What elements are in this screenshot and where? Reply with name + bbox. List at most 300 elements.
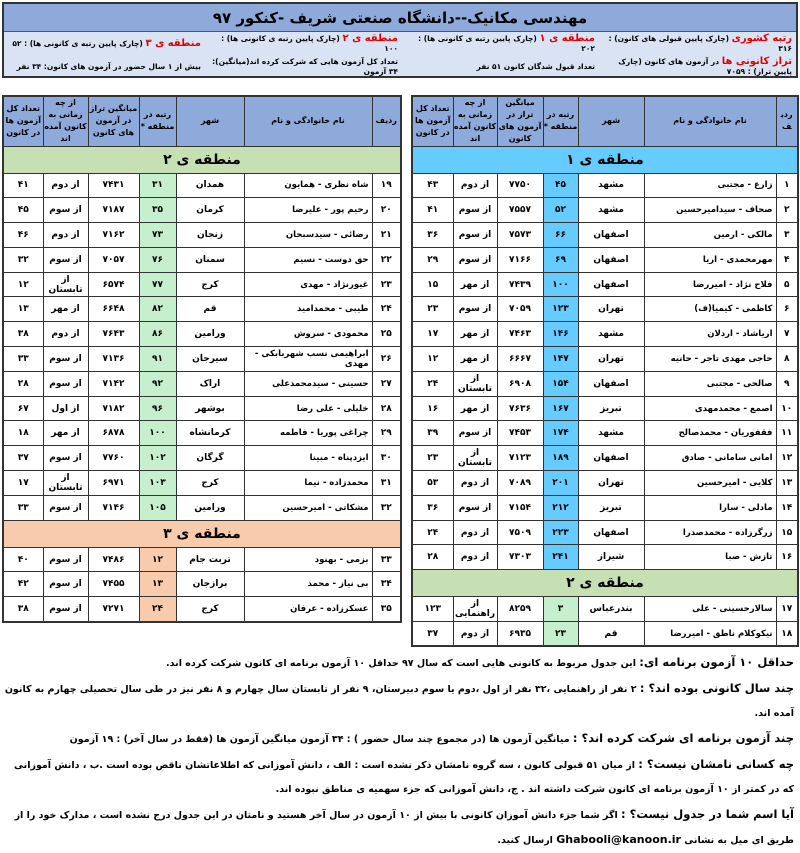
cell-avg-taraz: ۶۹۳۵ [497,622,543,647]
cell-total-exams: ۴۰ [3,547,43,572]
cell-region-rank: ۷۳ [139,223,176,248]
cell-city: سمنان [176,247,244,272]
cell-row-number: ۳۱ [372,471,401,496]
cell-name: عسکرزاده - عرفان [244,597,372,622]
cell-joined-since: از سوم [453,247,497,272]
summary-row-2 [4,55,796,78]
cell-avg-taraz: ۷۴۳۱ [88,173,139,198]
cell-name: کاظمی - کیمیا(ف) [644,297,776,322]
table-row [412,396,798,421]
cell-name: زرگرزاده - محمدصدرا [644,520,776,545]
note-paragraph [4,802,794,853]
cell-avg-taraz: ۶۵۷۴ [88,272,139,297]
cell-region-rank: ۲۴ [139,597,176,622]
cell-avg-taraz: ۷۴۵۵ [88,572,139,597]
cell-row-number: ۱۲ [776,446,798,471]
cell-region-rank: ۹۱ [139,347,176,372]
cell-name: رضائی - سیدسبحان [244,223,372,248]
page-title: مهندسی مکانیک--دانشگاه صنعتی شریف -کنکور ۹۷ [4,4,796,32]
region-band [3,520,401,547]
column-header-city: شهر [176,96,244,146]
cell-total-exams: ۱۸ [3,421,43,446]
cell-region-rank: ۷۷ [139,272,176,297]
cell-name: صالحی - مجتبی [644,371,776,396]
cell-avg-taraz: ۷۱۶۲ [88,223,139,248]
region3-value: (چارک پایین رتبه ی کانونی ها) : ۵۲ [12,38,143,48]
cell-row-number: ۵ [776,272,798,297]
table-row [412,597,798,622]
cell-region-rank: ۶۹ [543,247,578,272]
cell-city: اصفهان [578,520,644,545]
cell-region-rank: ۹۶ [139,396,176,421]
cell-avg-taraz: ۷۲۷۱ [88,597,139,622]
more-than-one-year: بیش از ۱ سال حضور در آزمون های کانون: ۳۴ نفر [16,61,201,71]
cell-total-exams: ۳۹ [412,421,453,446]
cell-total-exams: ۴۲ [3,572,43,597]
cell-avg-taraz: ۶۸۷۸ [88,421,139,446]
cell-region-rank: ۱۰۰ [543,272,578,297]
cell-region-rank: ۸۲ [139,297,176,322]
cell-joined-since: از دوم [43,173,88,198]
cell-city: زنجان [176,223,244,248]
cell-total-exams: ۳۶ [412,223,453,248]
table-row [3,597,401,622]
taraz-label: تراز کانونی ها [721,55,792,67]
cell-name: امانی سامانی - صادق [644,446,776,471]
region-title: منطقه ی ۲ [3,146,401,173]
cell-joined-since: از سوم [453,198,497,223]
table-row [3,421,401,446]
cell-avg-taraz: ۷۴۳۹ [497,272,543,297]
note-tail: ارسال کنید. [497,835,557,846]
table-row [3,272,401,297]
table-row [412,173,798,198]
cell-total-exams: ۱۶ [412,396,453,421]
cell-region-rank: ۵۲ [543,198,578,223]
cell-city: بندرعباس [578,597,644,622]
table-row [3,495,401,520]
cell-joined-since: از مهر [43,421,88,446]
cell-city: اصفهان [578,247,644,272]
cell-joined-since: از سوم [43,347,88,372]
region-band [412,146,798,173]
cell-total-exams: ۴۱ [412,198,453,223]
column-header-avg-taraz: میانگین تراز در آزمون های کانون [88,96,139,146]
cell-city: کرج [176,272,244,297]
region-title: منطقه ی ۱ [412,146,798,173]
email-link[interactable]: Ghabooli@kanoon.ir [556,833,681,846]
cell-name: ابراهیمی نسب شهربابکی - مهدی [244,347,372,372]
cell-name: غیورنژاد - مهدی [244,272,372,297]
region-title: منطقه ی ۳ [3,520,401,547]
cell-name: محمودی - سروش [244,322,372,347]
cell-region-rank: ۲۴۱ [543,545,578,570]
region3-label: منطقه ی ۳ [145,37,201,49]
cell-avg-taraz: ۷۵۰۹ [497,520,543,545]
cell-avg-taraz: ۷۶۳۶ [497,396,543,421]
cell-region-rank: ۳۱ [139,173,176,198]
cell-region-rank: ۱۳ [139,572,176,597]
cell-region-rank: ۴۵ [543,173,578,198]
cell-joined-since: از سوم [43,495,88,520]
table-row [3,471,401,496]
taraz-value: در آزمون های کانون (چارک پایین تراز) : ۷۰۵۹ [618,56,792,76]
cell-city: قم [176,297,244,322]
cell-city: برازجان [176,572,244,597]
table-row [412,421,798,446]
cell-row-number: ۲۱ [372,223,401,248]
column-header-row-number: ردیف [372,96,401,146]
cell-joined-since: از سوم [43,597,88,622]
cell-avg-taraz: ۷۱۸۷ [88,198,139,223]
note-paragraph [4,726,794,752]
cell-joined-since: از سوم [43,446,88,471]
region1-label: منطقه ی ۱ [539,32,595,44]
cell-region-rank: ۷۶ [139,247,176,272]
cell-city: کرمان [176,198,244,223]
table-row [412,622,798,647]
cell-city: ورامین [176,495,244,520]
cell-total-exams: ۳۸ [3,597,43,622]
table-row [412,297,798,322]
cell-row-number: ۳۳ [372,547,401,572]
table-row [3,247,401,272]
table-row [3,396,401,421]
cell-city: تبریز [578,495,644,520]
cell-city: گرگان [176,446,244,471]
cell-total-exams: ۲۸ [3,371,43,396]
cell-joined-since: از دوم [453,173,497,198]
note-label: چه کسانی نامشان نیست؟ : [638,757,794,771]
cell-row-number: ۲۸ [372,396,401,421]
cell-region-rank: ۱۷۴ [543,421,578,446]
cell-city: کرج [176,471,244,496]
cell-name: محمدزاده - نیما [244,471,372,496]
table-row [412,545,798,570]
cell-region-rank: ۱۶۷ [543,396,578,421]
cell-row-number: ۱۸ [776,622,798,647]
cell-joined-since: از سوم [453,297,497,322]
cell-name: صحاف - سیدامیرحسین [644,198,776,223]
cell-avg-taraz: ۶۹۰۸ [497,371,543,396]
taraz-summary [599,57,792,77]
cell-region-rank: ۸۶ [139,322,176,347]
region2-summary [205,34,398,54]
cell-name: اصمع - محمدمهدی [644,396,776,421]
accepted-count: تعداد قبول شدگان کانون ۵۱ نفر [476,61,595,71]
cell-joined-since: از سوم [43,547,88,572]
cell-joined-since: از سوم [43,247,88,272]
table-row [3,198,401,223]
cell-region-rank: ۶۶ [543,223,578,248]
cell-row-number: ۱ [776,173,798,198]
cell-total-exams: ۲۴ [412,520,453,545]
table-row [3,173,401,198]
cell-row-number: ۲ [776,198,798,223]
cell-row-number: ۳۴ [372,572,401,597]
table-row [3,297,401,322]
cell-region-rank: ۱۴۷ [543,347,578,372]
cell-avg-taraz: ۷۷۵۰ [497,173,543,198]
note-paragraph [4,650,794,676]
cell-avg-taraz: ۷۰۵۹ [497,297,543,322]
cell-region-rank: ۲۱۲ [543,495,578,520]
summary-header [2,2,798,78]
cell-name: حسینی - سیدمحمدعلی [244,371,372,396]
cell-city: اصفهان [578,446,644,471]
cell-avg-taraz: ۷۴۸۶ [88,547,139,572]
column-header-avg-taraz: میانگین تراز در آزمون های کانون [497,96,543,146]
cell-total-exams: ۵۳ [412,471,453,496]
column-header-name: نام خانوادگی و نام [644,96,776,146]
column-header-region-rank: رتبه در منطقه * [139,96,176,146]
cell-region-rank: ۱۵۴ [543,371,578,396]
cell-total-exams: ۲۴ [412,371,453,396]
table-row [412,446,798,471]
cell-name: رحیم پور - علیرضا [244,198,372,223]
cell-total-exams: ۲۹ [412,247,453,272]
cell-total-exams: ۴۳ [412,173,453,198]
cell-row-number: ۷ [776,322,798,347]
table-row [3,446,401,471]
cell-avg-taraz: ۶۶۶۷ [497,347,543,372]
cell-avg-taraz: ۷۱۴۲ [88,371,139,396]
cell-name: نیکوکلام ناطق - امیررضا [644,622,776,647]
cell-name: فلاح نژاد - امیررضا [644,272,776,297]
cell-name: حق دوست - نسیم [244,247,372,272]
cell-avg-taraz: ۷۱۶۶ [497,247,543,272]
cell-avg-taraz: ۷۶۴۳ [88,322,139,347]
cell-total-exams: ۳۸ [3,322,43,347]
right-results-table [411,95,799,647]
region-band [412,570,798,597]
cell-avg-taraz: ۶۶۴۸ [88,297,139,322]
header-row [3,96,401,146]
cell-joined-since: از دوم [453,471,497,496]
region-band [3,146,401,173]
avg-exams: تعداد کل آزمون هایی که شرکت کرده اند(میانگین): ۳۴ آزمون [212,56,398,76]
cell-region-rank: ۳ [543,597,578,622]
cell-avg-taraz: ۷۰۸۹ [497,471,543,496]
region3-summary [8,39,201,49]
cell-region-rank: ۹۲ [139,371,176,396]
cell-total-exams: ۴۱ [3,173,43,198]
cell-name: بی نیاز - محمد [244,572,372,597]
cell-joined-since: از مهر [453,272,497,297]
cell-avg-taraz: ۷۱۵۴ [497,495,543,520]
cell-joined-since: از دوم [453,520,497,545]
table-row [412,322,798,347]
cell-region-rank: ۱۰۲ [139,446,176,471]
cell-region-rank: ۱۰۳ [139,471,176,496]
column-header-total-exams: تعداد کل آزمون ها در کانون [3,96,43,146]
column-header-region-rank: رتبه در منطقه * [543,96,578,146]
cell-name: حاجی مهدی تاجر - حانیه [644,347,776,372]
cell-joined-since: از سوم [43,572,88,597]
cell-row-number: ۱۱ [776,421,798,446]
cell-name: بزمی - بهنود [244,547,372,572]
cell-joined-since: از سوم [43,198,88,223]
cell-total-exams: ۱۲ [412,347,453,372]
cell-row-number: ۳۲ [372,495,401,520]
cell-total-exams: ۱۲۳ [412,597,453,622]
cell-city: سیرجان [176,347,244,372]
cell-joined-since: از مهر [453,396,497,421]
column-header-total-exams: تعداد کل آزمون ها در کانون [412,96,453,146]
column-header-city: شهر [578,96,644,146]
cell-city: تهران [578,347,644,372]
cell-joined-since: از سوم [453,495,497,520]
table-row [412,247,798,272]
cell-region-rank: ۲۲۳ [543,520,578,545]
cell-row-number: ۳ [776,223,798,248]
cell-total-exams: ۳۶ [412,495,453,520]
note-text: ۲ نفر از راهنمایی ،۳۲ نفر از اول ،دوم یا سوم دبیرستان، ۹ نفر از تابستان سال چهارم و ۸ نفر نیز در طی سال تحصیلی چهارم به کانون آمده اند. [4,684,794,719]
cell-city: کرج [176,597,244,622]
region1-value: (چارک پایین رتبه ی کانونی ها) : ۲۰۲ [418,33,595,53]
cell-name: اریاشاد - اردلان [644,322,776,347]
cell-row-number: ۱۴ [776,495,798,520]
cell-avg-taraz: ۶۹۷۱ [88,471,139,496]
cell-total-exams: ۴۶ [3,223,43,248]
table-row [412,371,798,396]
cell-joined-since: از دوم [453,545,497,570]
cell-row-number: ۲۶ [372,347,401,372]
cell-joined-since: از دوم [453,622,497,647]
cell-avg-taraz: ۷۱۸۲ [88,396,139,421]
cell-city: مشهد [578,322,644,347]
cell-region-rank: ۱۲۳ [543,297,578,322]
cell-joined-since: از راهنمایی [453,597,497,622]
cell-name: فقفوریان - محمدصالح [644,421,776,446]
cell-joined-since: از مهر [453,322,497,347]
cell-region-rank: ۱۸۹ [543,446,578,471]
cell-total-exams: ۲۳ [412,297,453,322]
cell-region-rank: ۱۲ [139,547,176,572]
cell-avg-taraz: ۷۳۰۳ [497,545,543,570]
cell-city: تبریز [578,396,644,421]
cell-city: مشهد [578,173,644,198]
cell-row-number: ۱۹ [372,173,401,198]
cell-city: مشهد [578,421,644,446]
column-header-name: نام خانوادگی و نام [244,96,372,146]
cell-joined-since: از سوم [43,371,88,396]
cell-city: اصفهان [578,371,644,396]
cell-total-exams: ۱۳ [3,297,43,322]
cell-joined-since: از اول [43,396,88,421]
cell-joined-since: از مهر [43,297,88,322]
table-row [3,547,401,572]
cell-joined-since: از تابستان [453,446,497,471]
cell-avg-taraz: ۷۵۵۷ [497,198,543,223]
cell-city: ورامین [176,322,244,347]
region2-value: (چارک پایین رتبه ی کانونی ها) : ۱۰۰ [221,33,398,53]
cell-row-number: ۴ [776,247,798,272]
table-row [3,371,401,396]
cell-row-number: ۲۹ [372,421,401,446]
cell-name: چراغی پوریا - فاطمه [244,421,372,446]
cell-total-exams: ۳۷ [3,446,43,471]
cell-row-number: ۱۰ [776,396,798,421]
cell-name: کلایی - امیرحسین [644,471,776,496]
summary-row-1 [4,32,796,55]
cell-name: ایزدپناه - مبینا [244,446,372,471]
cell-avg-taraz: ۸۲۵۹ [497,597,543,622]
cell-row-number: ۲۵ [372,322,401,347]
cell-total-exams: ۳۳ [3,495,43,520]
cell-total-exams: ۳۷ [412,622,453,647]
cell-joined-since: از تابستان [43,272,88,297]
cell-row-number: ۸ [776,347,798,372]
cell-city: قم [578,622,644,647]
cell-city: اصفهان [578,223,644,248]
table-row [3,223,401,248]
cell-name: تازش - صبا [644,545,776,570]
cell-avg-taraz: ۷۱۲۳ [497,446,543,471]
column-header-row-number: ردیف [776,96,798,146]
cell-row-number: ۱۳ [776,471,798,496]
cell-region-rank: ۱۰۵ [139,495,176,520]
table-row [412,272,798,297]
cell-city: اراک [176,371,244,396]
cell-joined-since: از تابستان [453,371,497,396]
cell-joined-since: از سوم [453,421,497,446]
cell-total-exams: ۱۲ [3,272,43,297]
cell-row-number: ۳۰ [372,446,401,471]
notes-section [4,650,794,853]
cell-avg-taraz: ۷۰۵۷ [88,247,139,272]
cell-city: تهران [578,297,644,322]
cell-city: اصفهان [578,272,644,297]
rank-country [599,34,792,54]
cell-region-rank: ۲۰۱ [543,471,578,496]
table-row [412,223,798,248]
header-row [412,96,798,146]
note-paragraph [4,676,794,726]
cell-city: همدان [176,173,244,198]
cell-city: تهران [578,471,644,496]
region2-label: منطقه ی ۲ [342,32,398,44]
cell-name: مادلی - سارا [644,495,776,520]
cell-name: مشکاتی - امیرحسین [244,495,372,520]
rank-country-value: (چارک پایین قبولی های کانون) : ۳۱۶ [608,33,792,53]
cell-row-number: ۲۴ [372,297,401,322]
cell-avg-taraz: ۷۴۶۳ [497,322,543,347]
table-row [412,198,798,223]
cell-name: مهرمحمدی - اریا [644,247,776,272]
cell-region-rank: ۱۰۰ [139,421,176,446]
table-row [3,322,401,347]
cell-avg-taraz: ۷۵۷۳ [497,223,543,248]
cell-city: کرمانشاه [176,421,244,446]
table-row [412,347,798,372]
cell-total-exams: ۳۲ [3,247,43,272]
cell-avg-taraz: ۷۷۶۰ [88,446,139,471]
region-title: منطقه ی ۲ [412,570,798,597]
table-row [3,572,401,597]
note-text: از میان ۵۱ قبولی کانون ، سه گروه نامشان ذکر نشده است : الف ، دانش آموزانی که اطلاعاتشان ناقص بوده است .ب ، دانش آموزانی که در کمتر از ۱۰ آزمون برنامه ای کانون شرکت داشته اند . ج، دانش آموزانی که جزء سهمیه ی مناطق نبوده اند. [14,760,794,795]
cell-avg-taraz: ۷۴۵۳ [497,421,543,446]
rank-country-label: رتبه کشوری [731,32,792,44]
cell-region-rank: ۱۴۶ [543,322,578,347]
cell-city: تربت جام [176,547,244,572]
column-header-joined-since: از چه زمانی به کانون آمده اند [453,96,497,146]
cell-row-number: ۱۷ [776,597,798,622]
cell-joined-since: از مهر [453,347,497,372]
cell-city: مشهد [578,198,644,223]
table-row [412,495,798,520]
cell-name: سالارحسینی - علی [644,597,776,622]
